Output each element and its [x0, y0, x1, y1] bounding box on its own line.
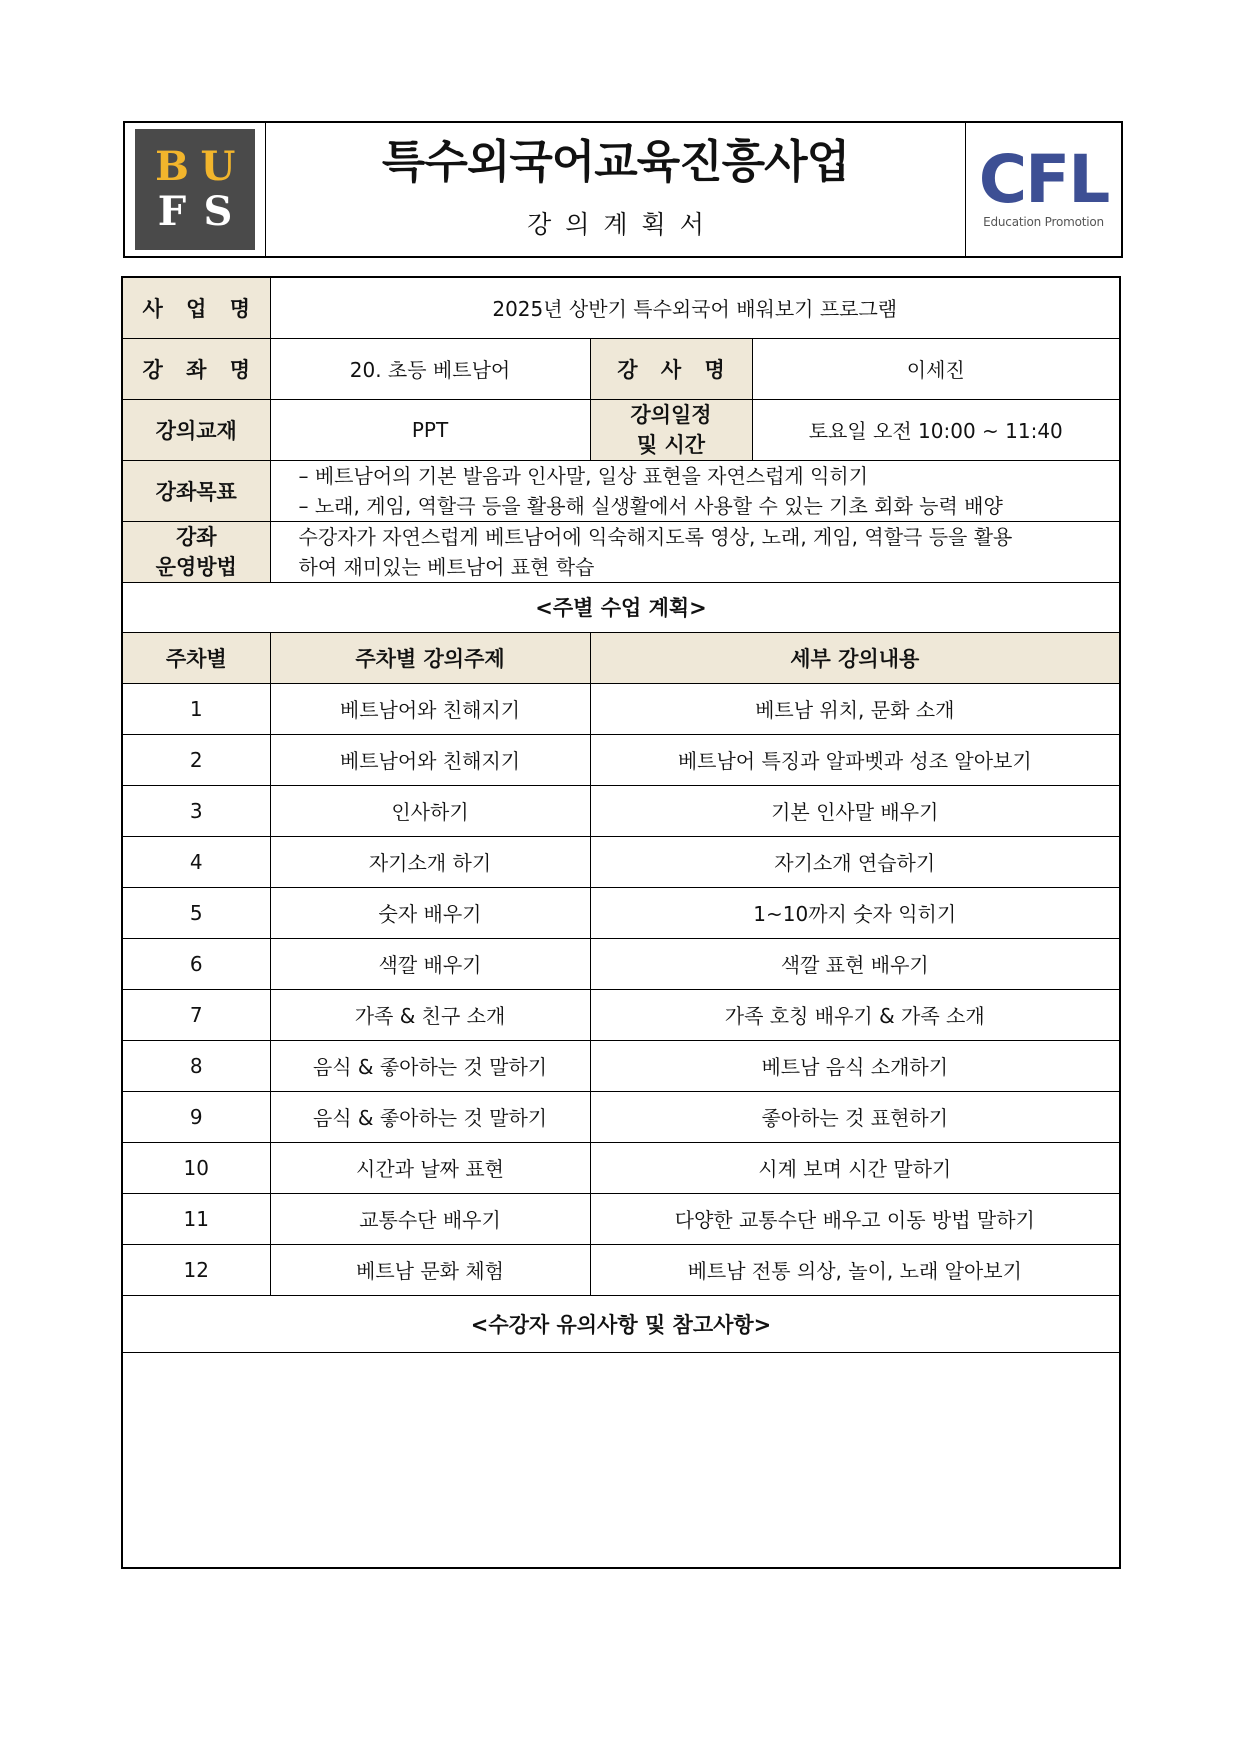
week-cell: 10 [123, 1142, 270, 1193]
topic-cell: 숫자 배우기 [270, 887, 590, 938]
schedule-label-line: 및 시간 [636, 432, 706, 457]
week-cell: 6 [123, 938, 270, 989]
detail-cell: 시계 보며 시간 말하기 [590, 1142, 1119, 1193]
method-value [270, 521, 1119, 582]
table-row [123, 683, 1119, 734]
schedule-value: 토요일 오전 10:00 ~ 11:40 [752, 399, 1119, 460]
notes-body [123, 1352, 1119, 1563]
document-header [123, 121, 1123, 258]
detail-cell: 베트남어 특징과 알파벳과 성조 알아보기 [590, 734, 1119, 785]
instructor-value: 이세진 [752, 338, 1119, 399]
weekly-section-row [123, 582, 1119, 632]
material-value: PPT [270, 399, 590, 460]
method-line: 수강자가 자연스럽게 베트남어에 익숙해지도록 영상, 노래, 게임, 역할극 등을 활용 [298, 524, 1013, 549]
bufs-logo-letter: F [157, 187, 187, 235]
table-row [123, 1142, 1119, 1193]
cfl-logo-cell [965, 123, 1121, 256]
course-value: 20. 초등 베트남어 [270, 338, 590, 399]
detail-cell: 좋아하는 것 표현하기 [590, 1091, 1119, 1142]
schedule-label [590, 399, 752, 460]
program-value: 2025년 상반기 특수외국어 배워보기 프로그램 [270, 278, 1119, 338]
topic-cell: 인사하기 [270, 785, 590, 836]
lecture-plan-table [121, 276, 1121, 1569]
goal-value [270, 460, 1119, 521]
table-row [123, 1040, 1119, 1091]
week-cell: 11 [123, 1193, 270, 1244]
bufs-logo-cell [125, 123, 266, 256]
table-row [123, 785, 1119, 836]
table-row [123, 836, 1119, 887]
table-row [123, 1193, 1119, 1244]
goal-line: – 베트남어의 기본 발음과 인사말, 일상 표현을 자연스럽게 익히기 [298, 463, 869, 488]
cfl-logo-tagline: Education Promotion [983, 215, 1104, 230]
table-row [123, 887, 1119, 938]
col-week-header: 주차별 [123, 632, 270, 683]
week-cell: 7 [123, 989, 270, 1040]
course-label: 강 좌 명 [123, 338, 270, 399]
topic-cell: 색깔 배우기 [270, 938, 590, 989]
topic-cell: 음식 & 좋아하는 것 말하기 [270, 1091, 590, 1142]
week-cell: 4 [123, 836, 270, 887]
bufs-logo-letter: U [200, 143, 236, 191]
topic-cell: 베트남어와 친해지기 [270, 683, 590, 734]
info-row-goal [123, 460, 1119, 521]
weekly-section-title: <주별 수업 계획> [123, 582, 1119, 632]
goal-label: 강좌목표 [123, 460, 270, 521]
detail-cell: 다양한 교통수단 배우고 이동 방법 말하기 [590, 1193, 1119, 1244]
detail-cell: 베트남 위치, 문화 소개 [590, 683, 1119, 734]
week-cell: 2 [123, 734, 270, 785]
topic-cell: 시간과 날짜 표현 [270, 1142, 590, 1193]
info-row-method [123, 521, 1119, 582]
weekly-rows [123, 683, 1119, 1295]
info-row-course [123, 338, 1119, 399]
detail-cell: 1~10까지 숫자 익히기 [590, 887, 1119, 938]
document-title: 특수외국어교육진흥사업 [381, 135, 850, 188]
topic-cell: 음식 & 좋아하는 것 말하기 [270, 1040, 590, 1091]
bufs-logo-letter: S [203, 187, 233, 235]
schedule-label-line: 강의일정 [630, 402, 712, 427]
table-row [123, 989, 1119, 1040]
method-label-line: 강좌 [175, 524, 217, 549]
method-line: 하여 재미있는 베트남어 표현 학습 [298, 554, 595, 579]
detail-cell: 베트남 전통 의상, 놀이, 노래 알아보기 [590, 1244, 1119, 1295]
info-row-program [123, 278, 1119, 338]
week-cell: 3 [123, 785, 270, 836]
notes-section-row [123, 1295, 1119, 1352]
week-cell: 5 [123, 887, 270, 938]
document-subtitle: 강의계획서 [527, 210, 718, 239]
notes-section-title: <수강자 유의사항 및 참고사항> [123, 1295, 1119, 1352]
bufs-logo-letter: B [155, 143, 189, 191]
detail-cell: 가족 호칭 배우기 & 가족 소개 [590, 989, 1119, 1040]
table-row [123, 938, 1119, 989]
topic-cell: 교통수단 배우기 [270, 1193, 590, 1244]
instructor-label: 강 사 명 [590, 338, 752, 399]
detail-cell: 기본 인사말 배우기 [590, 785, 1119, 836]
notes-body-row [123, 1352, 1119, 1563]
cfl-logo: CFL [978, 140, 1109, 218]
title-cell [266, 123, 965, 256]
week-cell: 1 [123, 683, 270, 734]
bufs-logo [135, 129, 255, 250]
program-label: 사 업 명 [123, 278, 270, 338]
detail-cell: 색깔 표현 배우기 [590, 938, 1119, 989]
week-cell: 9 [123, 1091, 270, 1142]
method-label [123, 521, 270, 582]
topic-cell: 가족 & 친구 소개 [270, 989, 590, 1040]
col-topic-header: 주차별 강의주제 [270, 632, 590, 683]
table-row [123, 1091, 1119, 1142]
detail-cell: 베트남 음식 소개하기 [590, 1040, 1119, 1091]
detail-cell: 자기소개 연습하기 [590, 836, 1119, 887]
week-cell: 8 [123, 1040, 270, 1091]
topic-cell: 베트남어와 친해지기 [270, 734, 590, 785]
material-label: 강의교재 [123, 399, 270, 460]
topic-cell: 자기소개 하기 [270, 836, 590, 887]
topic-cell: 베트남 문화 체험 [270, 1244, 590, 1295]
table-row [123, 1244, 1119, 1295]
goal-line: – 노래, 게임, 역할극 등을 활용해 실생활에서 사용할 수 있는 기초 회화 능력 배양 [298, 493, 1003, 518]
weekly-header-row [123, 632, 1119, 683]
week-cell: 12 [123, 1244, 270, 1295]
info-row-material [123, 399, 1119, 460]
table-row [123, 734, 1119, 785]
col-detail-header: 세부 강의내용 [590, 632, 1119, 683]
method-label-line: 운영방법 [155, 554, 237, 579]
